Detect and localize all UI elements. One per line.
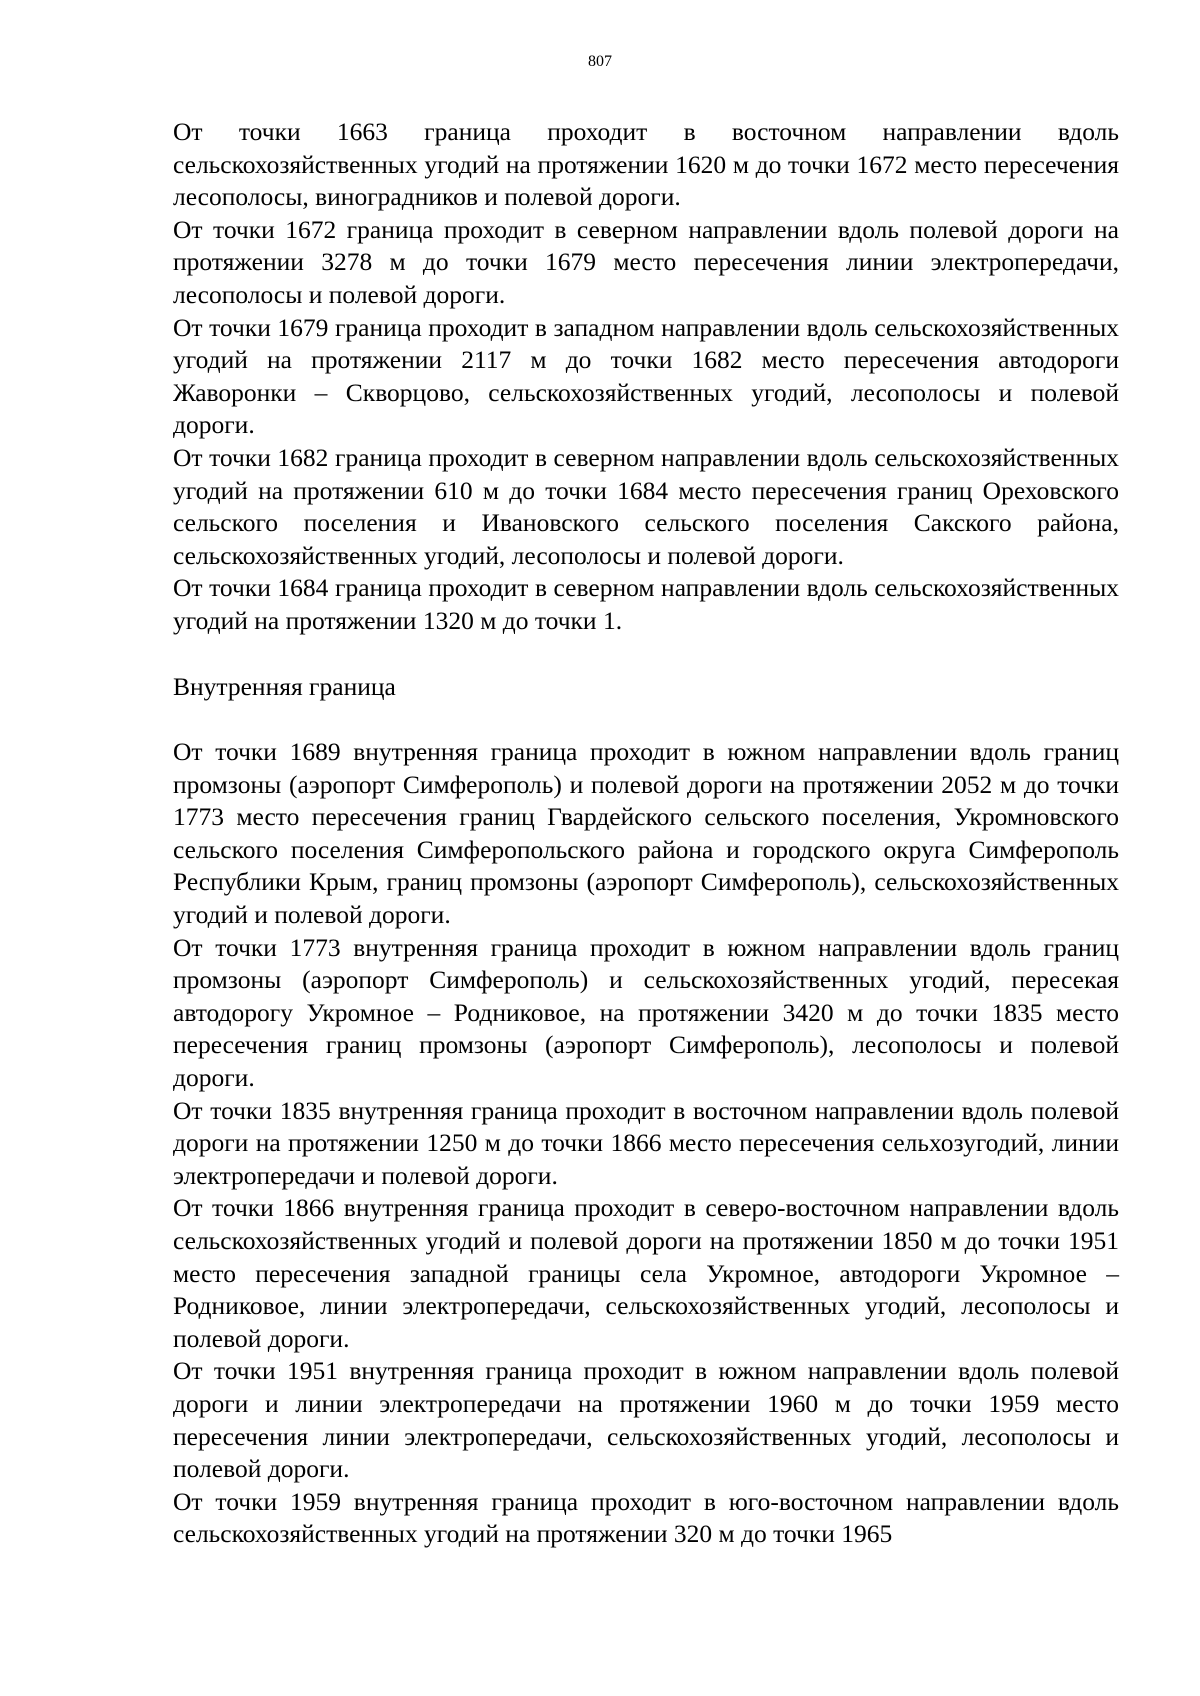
section-heading: Внутренняя граница <box>173 671 396 701</box>
paragraph: От точки 1663 граница проходит в восточном направлении вдоль сельскохозяйственных угодий на протяжении 1620 м до точки 1672 место пересечения лесополосы, виноградников и полевой дороги. <box>173 117 1119 212</box>
paragraph: От точки 1682 граница проходит в северном направлении вдоль сельскохозяйственных угодий на протяжении 610 м до точки 1684 место пересечения границ Ореховского сельского поселения и Ивановского сельского поселения Сакского района, сельскохозяйственных угодий, лесополосы и полевой дороги. <box>173 442 1119 570</box>
paragraph: От точки 1679 граница проходит в западном направлении вдоль сельскохозяйственных угодий на протяжении 2117 м до точки 1682 место пересечения автодороги Жаворонки – Скворцово, сельскохозяйственных угодий, лесополосы и полевой дороги. <box>173 312 1119 440</box>
page-number: 807 <box>588 53 612 70</box>
paragraph: От точки 1672 граница проходит в северном направлении вдоль полевой дороги на протяжении 3278 м до точки 1679 место пересечения линии электропередачи, лесополосы и полевой дороги. <box>173 214 1119 309</box>
paragraph: От точки 1835 внутренняя граница проходит в восточном направлении вдоль полевой дороги на протяжении 1250 м до точки 1866 место пересечения сельхозугодий, линии электропередачи и полевой дороги. <box>173 1095 1119 1190</box>
paragraph: От точки 1951 внутренняя граница проходит в южном направлении вдоль полевой дороги и линии электропередачи на протяжении 1960 м до точки 1959 место пересечения линии электропередачи, сельскохозяйственных угодий, лесополосы и полевой дороги. <box>173 1356 1119 1484</box>
paragraph: От точки 1959 внутренняя граница проходит в юго-восточном направлении вдоль сельскохозяйственных угодий на протяжении 320 м до точки 1965 <box>173 1486 1119 1549</box>
paragraph: От точки 1689 внутренняя граница проходит в южном направлении вдоль границ промзоны (аэропорт Симферополь) и полевой дороги на протяжении 2052 м до точки 1773 место пересечения границ Гвардейского сельского поселения, Укромновского сельского поселения Симферопольского района и городского округа Симферополь Республики Крым, границ промзоны (аэропорт Симферополь), сельскохозяйственных угодий и полевой дороги. <box>173 737 1119 930</box>
paragraph: От точки 1684 граница проходит в северном направлении вдоль сельскохозяйственных угодий на протяжении 1320 м до точки 1. <box>173 573 1119 635</box>
document-body <box>173 116 1119 1551</box>
paragraph: От точки 1773 внутренняя граница проходит в южном направлении вдоль границ промзоны (аэропорт Симферополь) и сельскохозяйственных угодий, пересекая автодорогу Укромное – Родниковое, на протяжении 3420 м до точки 1835 место пересечения границ промзоны (аэропорт Симферополь), лесополосы и полевой дороги. <box>173 932 1119 1093</box>
paragraph: От точки 1866 внутренняя граница проходит в северо-восточном направлении вдоль сельскохозяйственных угодий и полевой дороги на протяжении 1850 м до точки 1951 место пересечения западной границы села Укромное, автодороги Укромное – Родниковое, линии электропередачи, сельскохозяйственных угодий, лесополосы и полевой дороги. <box>173 1193 1119 1353</box>
